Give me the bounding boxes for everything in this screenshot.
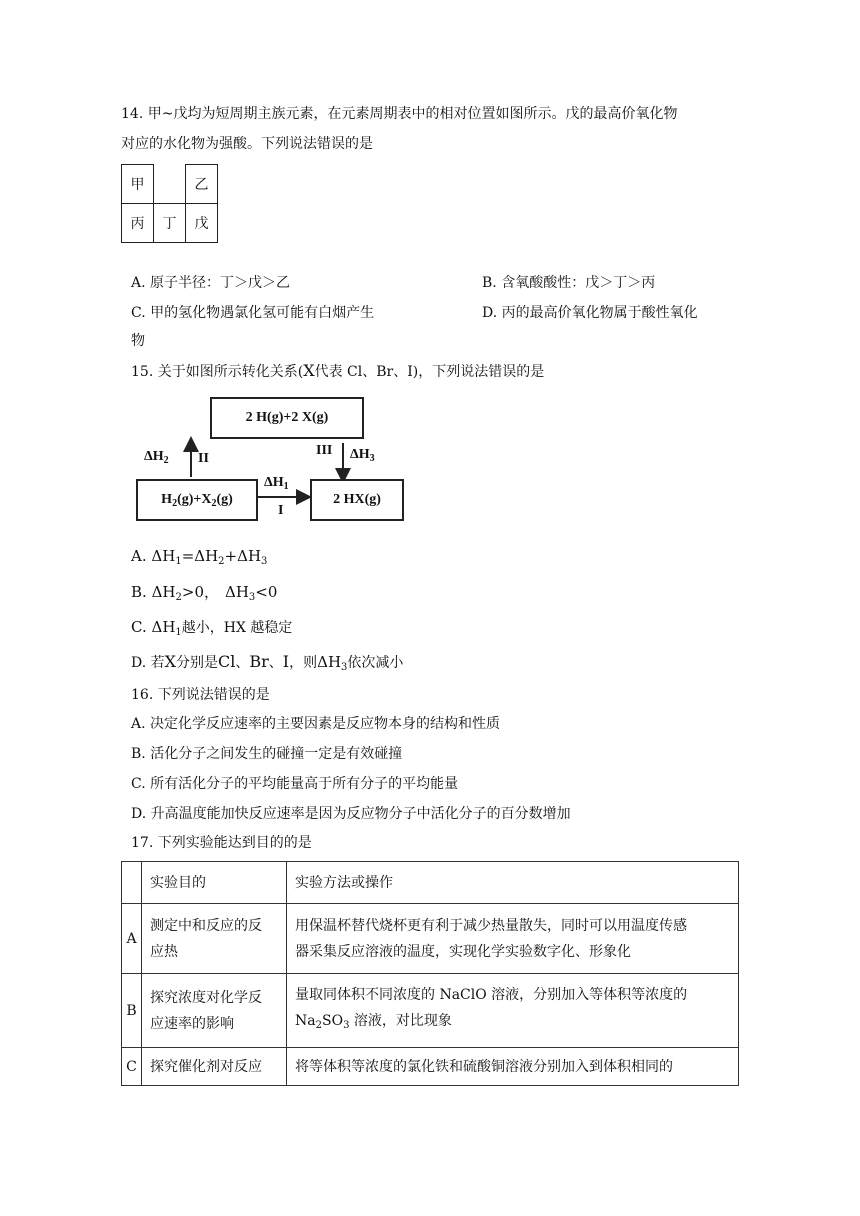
header-letter [122,862,142,904]
q15-b-dh3: ΔH [225,583,249,601]
table-row [122,904,739,974]
q15-c-sub1: 1 [175,627,182,638]
q15-d-cl: Cl [218,652,236,671]
q15-option-b [131,582,277,608]
row-a-letter: A [122,904,142,974]
label-step2: II [198,451,209,466]
row-c-goal: 探究催化剂对反应 [142,1048,287,1086]
grid-cell-yi: 乙 [186,165,218,204]
grid-cell-bing: 丙 [122,204,154,243]
q15-c-tail: 越小，HX 越稳定 [181,620,293,636]
row-c-letter: C [122,1048,142,1086]
q15-c-dh1: ΔH [151,618,176,636]
dh2-sub: 2 [163,455,169,466]
box-product: 2 HX(g) [310,479,404,521]
periodic-table-grid [121,164,218,243]
q15-stem [131,361,544,382]
q15-b-dh2: ΔH [151,583,176,601]
q15-d-br: Br [249,652,269,671]
q15-stem-pre: 15. 关于如图所示转化关系( [131,364,304,380]
grid-cell-jia: 甲 [122,165,154,204]
label-step3: III [316,443,333,458]
q14-option-a: A. 原子半径：丁＞戊＞乙 [131,275,291,291]
q15-a-label: A. [131,547,147,565]
q15-a-plus: +ΔH [224,547,262,565]
q15-d-pre: 若 [150,655,165,671]
experiment-table [121,861,739,1086]
q15-a-sub1: 1 [175,556,182,567]
row-a-method-line1: 用保温杯替代烧杯更有利于减少热量散失，同时可以用温度传感 [295,917,687,934]
q14-option-d: D. 丙的最高价氧化物属于酸性氧化 [482,305,698,321]
row-b-method [287,974,739,1048]
table-header-row [122,862,739,904]
energy-cycle-diagram [130,391,408,529]
row-b-goal-line1: 探究浓度对化学反 [150,989,262,1006]
table-row [122,1048,739,1086]
row-c-method: 将等体积等浓度的氯化铁和硫酸铜溶液分别加入到体积相同的 [287,1048,739,1086]
q15-d-i: I [282,652,290,671]
box-atoms: 2 H(g)+2 X(g) [210,397,364,439]
row-a-goal-line2: 应热 [150,943,178,960]
row-a-method-line2: 器采集反应溶液的温度，实现化学实验数字化、形象化 [295,943,631,960]
row-b-sub1: 2 [315,1020,322,1031]
reactant-tail: (g) [216,492,233,507]
dh3-symbol: ΔH [350,447,370,462]
q15-b-sub2: 2 [175,592,182,603]
row-b-na: Na [295,1013,316,1029]
q14-stem-line2: 对应的水化物为强酸。下列说法错误的是 [121,136,373,152]
q15-b-label: B. [131,583,147,601]
q15-b-sub3: 3 [248,592,256,603]
row-a-goal-line1: 测定中和反应的反 [150,917,262,934]
row-b-method-line1: 量取同体积不同浓度的 NaClO 溶液，分别加入等体积等浓度的 [295,987,688,1003]
q14-option-d-wrap: 物 [131,333,145,349]
q14-stem-line1: 14. 甲~戊均为短周期主族元素，在元素周期表中的相对位置如图所示。戊的最高价氧化物 [121,106,678,122]
header-goal: 实验目的 [142,862,287,904]
q16-option-a: A. 决定化学反应速率的主要因素是反应物本身的结构和性质 [131,716,501,732]
q15-d-sub3: 3 [341,662,348,673]
q16-option-d: D. 升高温度能加快反应速率是因为反应物分子中活化分子的百分数增加 [131,806,571,822]
grid-cell-ding: 丁 [154,204,186,243]
label-dh1 [264,475,289,492]
header-method: 实验方法或操作 [287,862,739,904]
reactant-x-sub: 2 [211,498,217,509]
q16-stem: 16. 下列说法错误的是 [131,687,270,703]
label-dh3 [350,447,375,464]
table-row [122,974,739,1048]
row-b-sub2: 3 [343,1020,350,1031]
q15-stem-x: X [303,361,315,380]
label-step1: I [278,503,284,518]
q15-d-tail: 依次减小 [347,655,404,671]
q17-stem: 17. 下列实验能达到目的的是 [131,835,312,851]
q15-d-sep1: 、 [235,655,250,671]
row-b-letter: B [122,974,142,1048]
q15-d-label: D. [131,655,147,671]
reactant-mid: (g)+X [177,492,212,507]
q16-option-b: B. 活化分子之间发生的碰撞一定是有效碰撞 [131,746,403,762]
q15-d-sep2: 、 [268,655,283,671]
row-a-method [287,904,739,974]
q15-c-label: C. [131,618,147,636]
q15-a-sub3: 3 [261,556,268,567]
dh1-symbol: ΔH [264,475,284,490]
q15-d-then: ，则 [289,655,318,671]
q15-stem-post: 代表 Cl、Br、I)，下列说法错误的是 [314,364,545,380]
reactant-h-sub: 2 [172,498,178,509]
q15-a-eq: =ΔH [181,547,219,565]
row-b-goal [142,974,287,1048]
q15-option-a [131,546,267,572]
row-b-goal-line2: 应速率的影响 [150,1015,234,1032]
q15-b-gt: >0， [181,583,219,601]
q15-b-lt: <0 [255,583,278,601]
row-b-method-line2 [295,1008,730,1039]
row-a-goal [142,904,287,974]
dh2-symbol: ΔH [144,449,164,464]
q16-option-c: C. 所有活化分子的平均能量高于所有分子的平均能量 [131,776,459,792]
grid-cell-wu: 戊 [186,204,218,243]
reactant-h: H [161,492,173,507]
q15-option-d [131,652,403,678]
q15-a-dh1: ΔH [151,547,176,565]
q14-option-c: C. 甲的氢化物遇氯化氢可能有白烟产生 [131,305,375,321]
q15-d-mid: 分别是 [176,655,219,671]
q15-d-x: X [164,652,177,671]
q15-d-dh3: ΔH [317,653,342,671]
dh1-sub: 1 [283,481,289,492]
dh3-sub: 3 [369,453,375,464]
q15-option-c [131,617,292,643]
row-b-tail: 溶液，对比现象 [349,1013,452,1029]
q14-option-b: B. 含氧酸酸性：戊＞丁＞丙 [482,275,656,291]
grid-cell-empty [154,165,186,204]
row-b-so: SO [321,1013,344,1029]
box-reactants [136,479,258,521]
q15-a-sub2: 2 [218,556,225,567]
